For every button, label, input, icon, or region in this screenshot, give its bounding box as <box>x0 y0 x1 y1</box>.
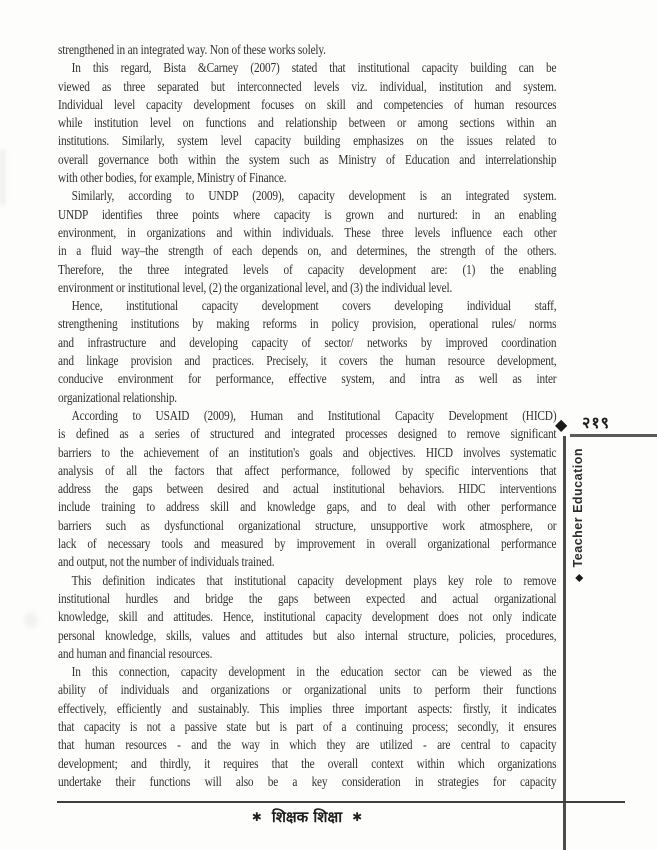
text-line: strengthening institutions by making reforms in policy provision, operational rules/ norms <box>58 316 557 332</box>
text-line: environment or institutional level, (2) the organizational level, and (3) the individual level. <box>58 279 453 295</box>
text-line: overall governance both within the system such as Ministry of Education and interrelationship <box>58 151 557 167</box>
text-line: while institution level on functions and relationship between or among sections within an <box>58 115 557 131</box>
sidebar-label-text: Teacher Education <box>571 448 585 568</box>
scan-smudge <box>24 612 38 628</box>
text-line: Hence, institutional capacity development covers developing individual staff, <box>71 298 557 314</box>
footer-title-text: शिक्षक शिक्षा <box>271 808 343 826</box>
asterisk-star-icon: ✱ <box>352 810 363 824</box>
text-line: with other bodies, for example, Ministry of Finance. <box>58 170 287 186</box>
text-line: organizational relationship. <box>58 389 177 405</box>
text-line: analysis of all the factors that affect performance, followed by specific interventions that <box>58 462 557 478</box>
text-line: According to USAID (2009), Human and Institutional Capacity Development (HICD) <box>71 407 557 423</box>
footer-title <box>57 807 557 827</box>
text-line: undertake their functions will also be a key consideration in strategies for capacity <box>58 773 557 789</box>
text-line: personal knowledge, skills, values and attitudes but also internal structure, policies, procedures, <box>58 627 557 643</box>
body-text-block <box>58 41 556 791</box>
page-number: २१९ <box>582 413 610 432</box>
text-line: UNDP identifies three points where capacity is grown and nurtured: in an enabling <box>58 206 557 222</box>
text-line: is defined as a series of structured and integrated processes designed to remove significant <box>58 426 557 442</box>
asterisk-star-icon: ✱ <box>251 810 262 824</box>
scan-smudge <box>0 150 5 205</box>
text-line: conducive environment for performance, effective system, and intra as well as inter <box>58 371 557 387</box>
text-line: strengthened in an integrated way. Non of these works solely. <box>58 42 326 57</box>
text-line: institutions. Similarly, system level capacity building emphasizes on the issues related to <box>58 133 557 149</box>
diamond-icon: ◆ <box>555 415 568 434</box>
text-line: development; and thirdly, it requires that the overall context within which organizations <box>58 755 557 771</box>
text-line: and output, not the number of individuals trained. <box>58 554 275 570</box>
text-line: lack of necessary tools and measured by improvement in overall organizational performance <box>58 536 557 552</box>
text-line: environment, in organizations and within individuals. These three levels influence each other <box>58 224 557 240</box>
text-line: address the gaps between desired and actual institutional behaviors. HIDC interventions <box>58 481 557 497</box>
text-line: ability of individuals and organizations or organizational units to perform their functions <box>58 682 557 698</box>
text-line: This definition indicates that institutional capacity development plays key role to remove <box>71 572 557 588</box>
text-line: In this regard, Bista &Carney (2007) stated that institutional capacity building can be <box>71 60 557 76</box>
text-line: in a fluid way–the strength of each depends on, and determines, the strength of the others. <box>58 243 557 259</box>
text-line: Individual level capacity development focuses on skill and competencies of human resources <box>58 96 557 112</box>
diamond-icon: ◆ <box>573 573 585 582</box>
text-line: viewed as three separated but interconnected levels viz. individual, institution and system. <box>58 78 557 94</box>
text-line: that capacity is not a passive state but is part of a continuing process; secondly, it ensures <box>58 718 557 734</box>
text-line: knowledge, skill and attitudes. Hence, institutional capacity development does not only indicate <box>58 609 557 625</box>
text-line: effectively, efficiently and sustainably. This implies three important aspects: firstly, it indicates <box>58 700 557 716</box>
sidebar-top-rule <box>570 434 657 437</box>
text-line: institutional hurdles and bridge the gaps between expected and actual organizational <box>58 590 557 606</box>
footer-rule <box>57 801 625 803</box>
text-line: barriers to the achievement of an institution's goals and objectives. HICD involves systematic <box>58 444 557 460</box>
text-line: that human resources - and the way in which they are utilized - are central to capacity <box>58 737 557 753</box>
text-line: and human and financial resources. <box>58 645 213 661</box>
text-line: In this connection, capacity development in the education sector can be viewed as the <box>71 664 557 680</box>
sidebar-vertical-rule <box>563 436 566 850</box>
text-line: barriers such as dysfunctional organizational structure, unsupportive work atmosphere, or <box>58 517 557 533</box>
text-line: Therefore, the three integrated levels of capacity development are: (1) the enabling <box>58 261 557 277</box>
sidebar-vertical-label <box>571 448 587 582</box>
text-line: and linkage provision and practices. Precisely, it covers the human resource development, <box>58 353 557 369</box>
text-line: Similarly, according to UNDP (2009), capacity development is an integrated system. <box>71 188 557 204</box>
text-line: and infrastructure and developing capacity of sector/ networks by improved coordination <box>58 334 557 350</box>
text-line: include training to address skill and knowledge gaps, and to deal with other performance <box>58 499 557 515</box>
